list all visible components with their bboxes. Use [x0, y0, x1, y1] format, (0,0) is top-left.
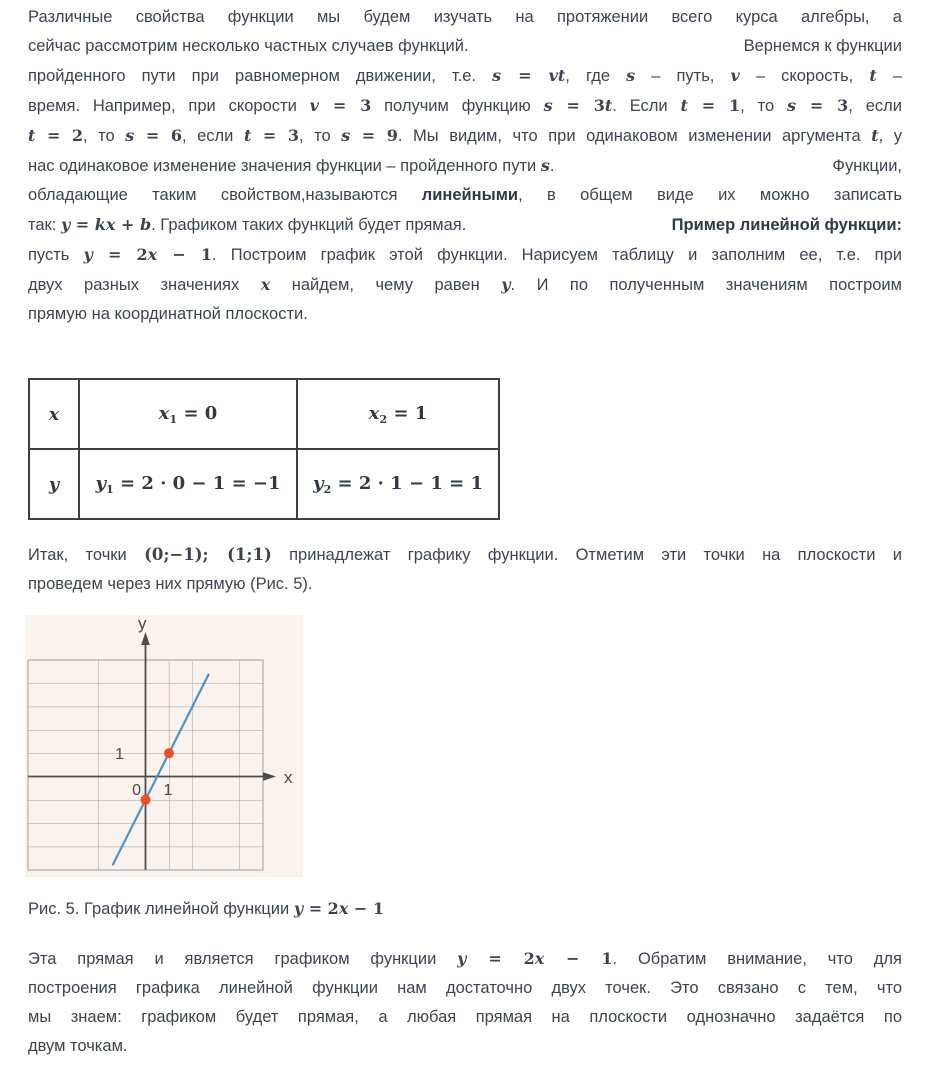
text-segment: , в общем виде их можно записать — [518, 186, 902, 204]
text-segment: s — [543, 96, 553, 115]
text-segment: . — [549, 157, 555, 175]
text-segment: , то — [740, 97, 787, 115]
text-segment: x — [368, 402, 380, 424]
text-segment: x — [534, 949, 545, 968]
text-line — [28, 240, 902, 270]
text-segment: y — [95, 472, 106, 494]
text-segment: принадлежат графику функции. Отметим эти точки на плоскости и — [271, 546, 902, 564]
origin-label: 0 — [132, 782, 141, 799]
text-segment: . Если — [612, 97, 681, 115]
text-segment: = 2 — [35, 126, 84, 145]
text-segment: 2 — [323, 482, 332, 496]
text-line — [28, 210, 902, 240]
text-segment: = 2 — [466, 949, 535, 968]
text-segment: найдем, чему равен — [270, 276, 502, 294]
text-segment: t — [28, 126, 36, 145]
text-segment: , у — [878, 127, 902, 145]
text-line — [28, 181, 902, 210]
text-segment: так: — [28, 216, 61, 234]
text-segment: s — [787, 96, 797, 115]
text-line — [28, 944, 902, 974]
text-segment: проведем через них прямую (Рис. 5). — [28, 575, 313, 593]
paragraph-points — [28, 540, 902, 599]
text-line — [28, 570, 902, 599]
point-0-minus1 — [141, 795, 151, 805]
x-one-label: 1 — [163, 782, 173, 799]
text-segment: t — [871, 126, 879, 145]
text-line — [28, 32, 902, 61]
text-segment: − 1 — [544, 949, 613, 968]
text-line — [28, 540, 902, 570]
text-line — [28, 3, 902, 32]
text-segment: t — [869, 66, 877, 85]
text-segment: двух разных значениях — [28, 276, 261, 294]
table-cell-y1 — [79, 449, 297, 519]
text-segment: сейчас рассмотрим несколько частных случаев функций. — [28, 37, 469, 55]
table-cell-x-header — [29, 379, 79, 449]
text-line — [28, 61, 902, 91]
text-segment: y — [60, 215, 71, 234]
table-row — [29, 449, 499, 519]
text-segment: Пример линейной функции: — [671, 216, 902, 234]
text-segment: 1 — [105, 482, 114, 496]
text-line — [28, 151, 902, 181]
y-one-label: 1 — [115, 746, 124, 763]
text-segment: s — [341, 126, 351, 145]
text-segment: t — [243, 126, 252, 145]
text-segment: , то — [298, 127, 342, 145]
text-line — [28, 1032, 902, 1061]
text-segment: = 0 — [177, 402, 218, 424]
text-segment: мы знаем: графиком будет прямая, а любая прямая на плоскости однозначно задаётся по — [28, 1008, 902, 1026]
text-segment: − 1 — [157, 245, 212, 264]
text-segment: двум точкам. — [28, 1037, 128, 1055]
text-segment: x — [260, 275, 271, 294]
text-segment: = 3 — [552, 96, 605, 115]
text-segment: , где — [565, 67, 627, 85]
text-segment: = — [501, 66, 549, 85]
text-segment: Рис. 5. График линейной функции — [28, 900, 294, 918]
text-segment: t — [604, 96, 613, 115]
text-segment: – — [876, 67, 902, 85]
text-segment: = 6 — [134, 126, 182, 145]
text-segment: x — [147, 245, 158, 264]
text-segment: y — [313, 472, 324, 494]
text-segment: = 1 — [387, 402, 428, 424]
text-segment: обладающие таким свойством,называются — [28, 186, 422, 204]
text-segment: s — [125, 126, 135, 145]
text-segment: = 3 — [796, 96, 849, 115]
text-segment: время. Например, при скорости — [28, 97, 310, 115]
text-segment: = 2 · 0 − 1 = −1 — [113, 472, 281, 494]
table-cell-y2 — [297, 449, 499, 519]
text-segment: Итак, точки — [28, 546, 145, 564]
x-axis-label: x — [284, 768, 293, 787]
text-line — [28, 300, 902, 329]
text-segment: пусть — [28, 246, 84, 264]
text-segment: x — [158, 402, 170, 424]
text-segment: 2 — [379, 412, 388, 426]
paragraph-intro — [28, 3, 902, 329]
text-segment: s — [492, 66, 502, 85]
text-segment: Эта прямая и является графиком функции — [28, 950, 458, 968]
text-segment: . Построим график этой функции. Нарисуем таблицу и заполним ее, т.е. при — [211, 246, 902, 264]
text-segment: . Графиком таких функций будет прямая. — [151, 216, 467, 234]
text-segment: – скорость, — [739, 67, 870, 85]
text-segment: прямую на координатной плоскости. — [28, 305, 308, 323]
text-segment: = 1 — [687, 96, 741, 115]
text-segment: b — [139, 215, 152, 234]
text-segment: получим функцию — [371, 97, 544, 115]
values-table — [28, 378, 500, 520]
text-line — [28, 1003, 902, 1032]
text-segment: = 9 — [350, 126, 398, 145]
text-segment: – путь, — [635, 67, 731, 85]
text-segment: s — [626, 66, 636, 85]
table-cell-x2 — [297, 379, 499, 449]
text-segment: пройденного пути при равномерном движении, т.е. — [28, 67, 493, 85]
paragraph-final — [28, 944, 902, 1061]
text-segment: v — [309, 96, 319, 115]
text-segment: = 2 · 1 − 1 = 1 — [331, 472, 483, 494]
text-segment: , если — [848, 97, 902, 115]
text-segment: построения графика линейной функции нам достаточно двух точек. Это связано с тем, что — [28, 979, 902, 997]
text-segment: vt — [548, 66, 566, 85]
text-segment: (0;−1); (1;1) — [144, 545, 272, 564]
table-row — [29, 379, 499, 449]
text-segment: = 3 — [318, 96, 372, 115]
text-segment: линейными — [421, 186, 519, 204]
text-segment: s — [540, 156, 550, 175]
table-cell-y-header — [29, 449, 79, 519]
text-segment: x — [338, 899, 349, 918]
text-segment: , то — [83, 127, 126, 145]
text-segment: . Мы видим, что при одинаковом изменении аргумента — [397, 127, 872, 145]
figure-caption — [28, 894, 902, 924]
text-line — [28, 91, 902, 121]
text-line — [28, 121, 902, 151]
table-cell-x1 — [79, 379, 297, 449]
text-segment: нас одинаковое изменение значения функции – пройденного пути — [28, 157, 541, 175]
text-segment: . Обратим внимание, что для — [612, 950, 902, 968]
text-segment: Различные свойства функции мы будем изучать на протяжении всего курса алгебры, а — [28, 8, 902, 26]
point-1-1 — [164, 748, 174, 758]
text-segment: − 1 — [348, 899, 385, 918]
text-segment: = 3 — [251, 126, 299, 145]
text-segment: y — [501, 275, 511, 294]
text-segment: = — [70, 215, 95, 234]
text-segment: Функции, — [832, 157, 902, 175]
text-line — [28, 894, 902, 924]
text-segment: y — [293, 899, 304, 918]
text-segment: + — [115, 215, 140, 234]
text-segment: = 2 — [303, 899, 339, 918]
text-segment: Вернемся к функции — [743, 37, 902, 55]
text-segment: t — [680, 96, 688, 115]
text-segment: v — [730, 66, 740, 85]
text-segment: y — [83, 245, 93, 264]
text-segment: , если — [181, 127, 244, 145]
text-line — [28, 270, 902, 300]
text-segment: = 2 — [92, 245, 148, 264]
text-line — [28, 974, 902, 1003]
text-segment: y — [457, 949, 467, 968]
text-segment: x — [48, 404, 60, 425]
text-segment: kx — [94, 215, 116, 234]
text-segment: . И по полученным значениям построим — [510, 276, 902, 294]
text-segment: y — [48, 474, 60, 495]
y-axis-label: y — [138, 615, 147, 633]
text-segment: 1 — [169, 412, 178, 426]
linear-function-graph — [25, 615, 303, 877]
